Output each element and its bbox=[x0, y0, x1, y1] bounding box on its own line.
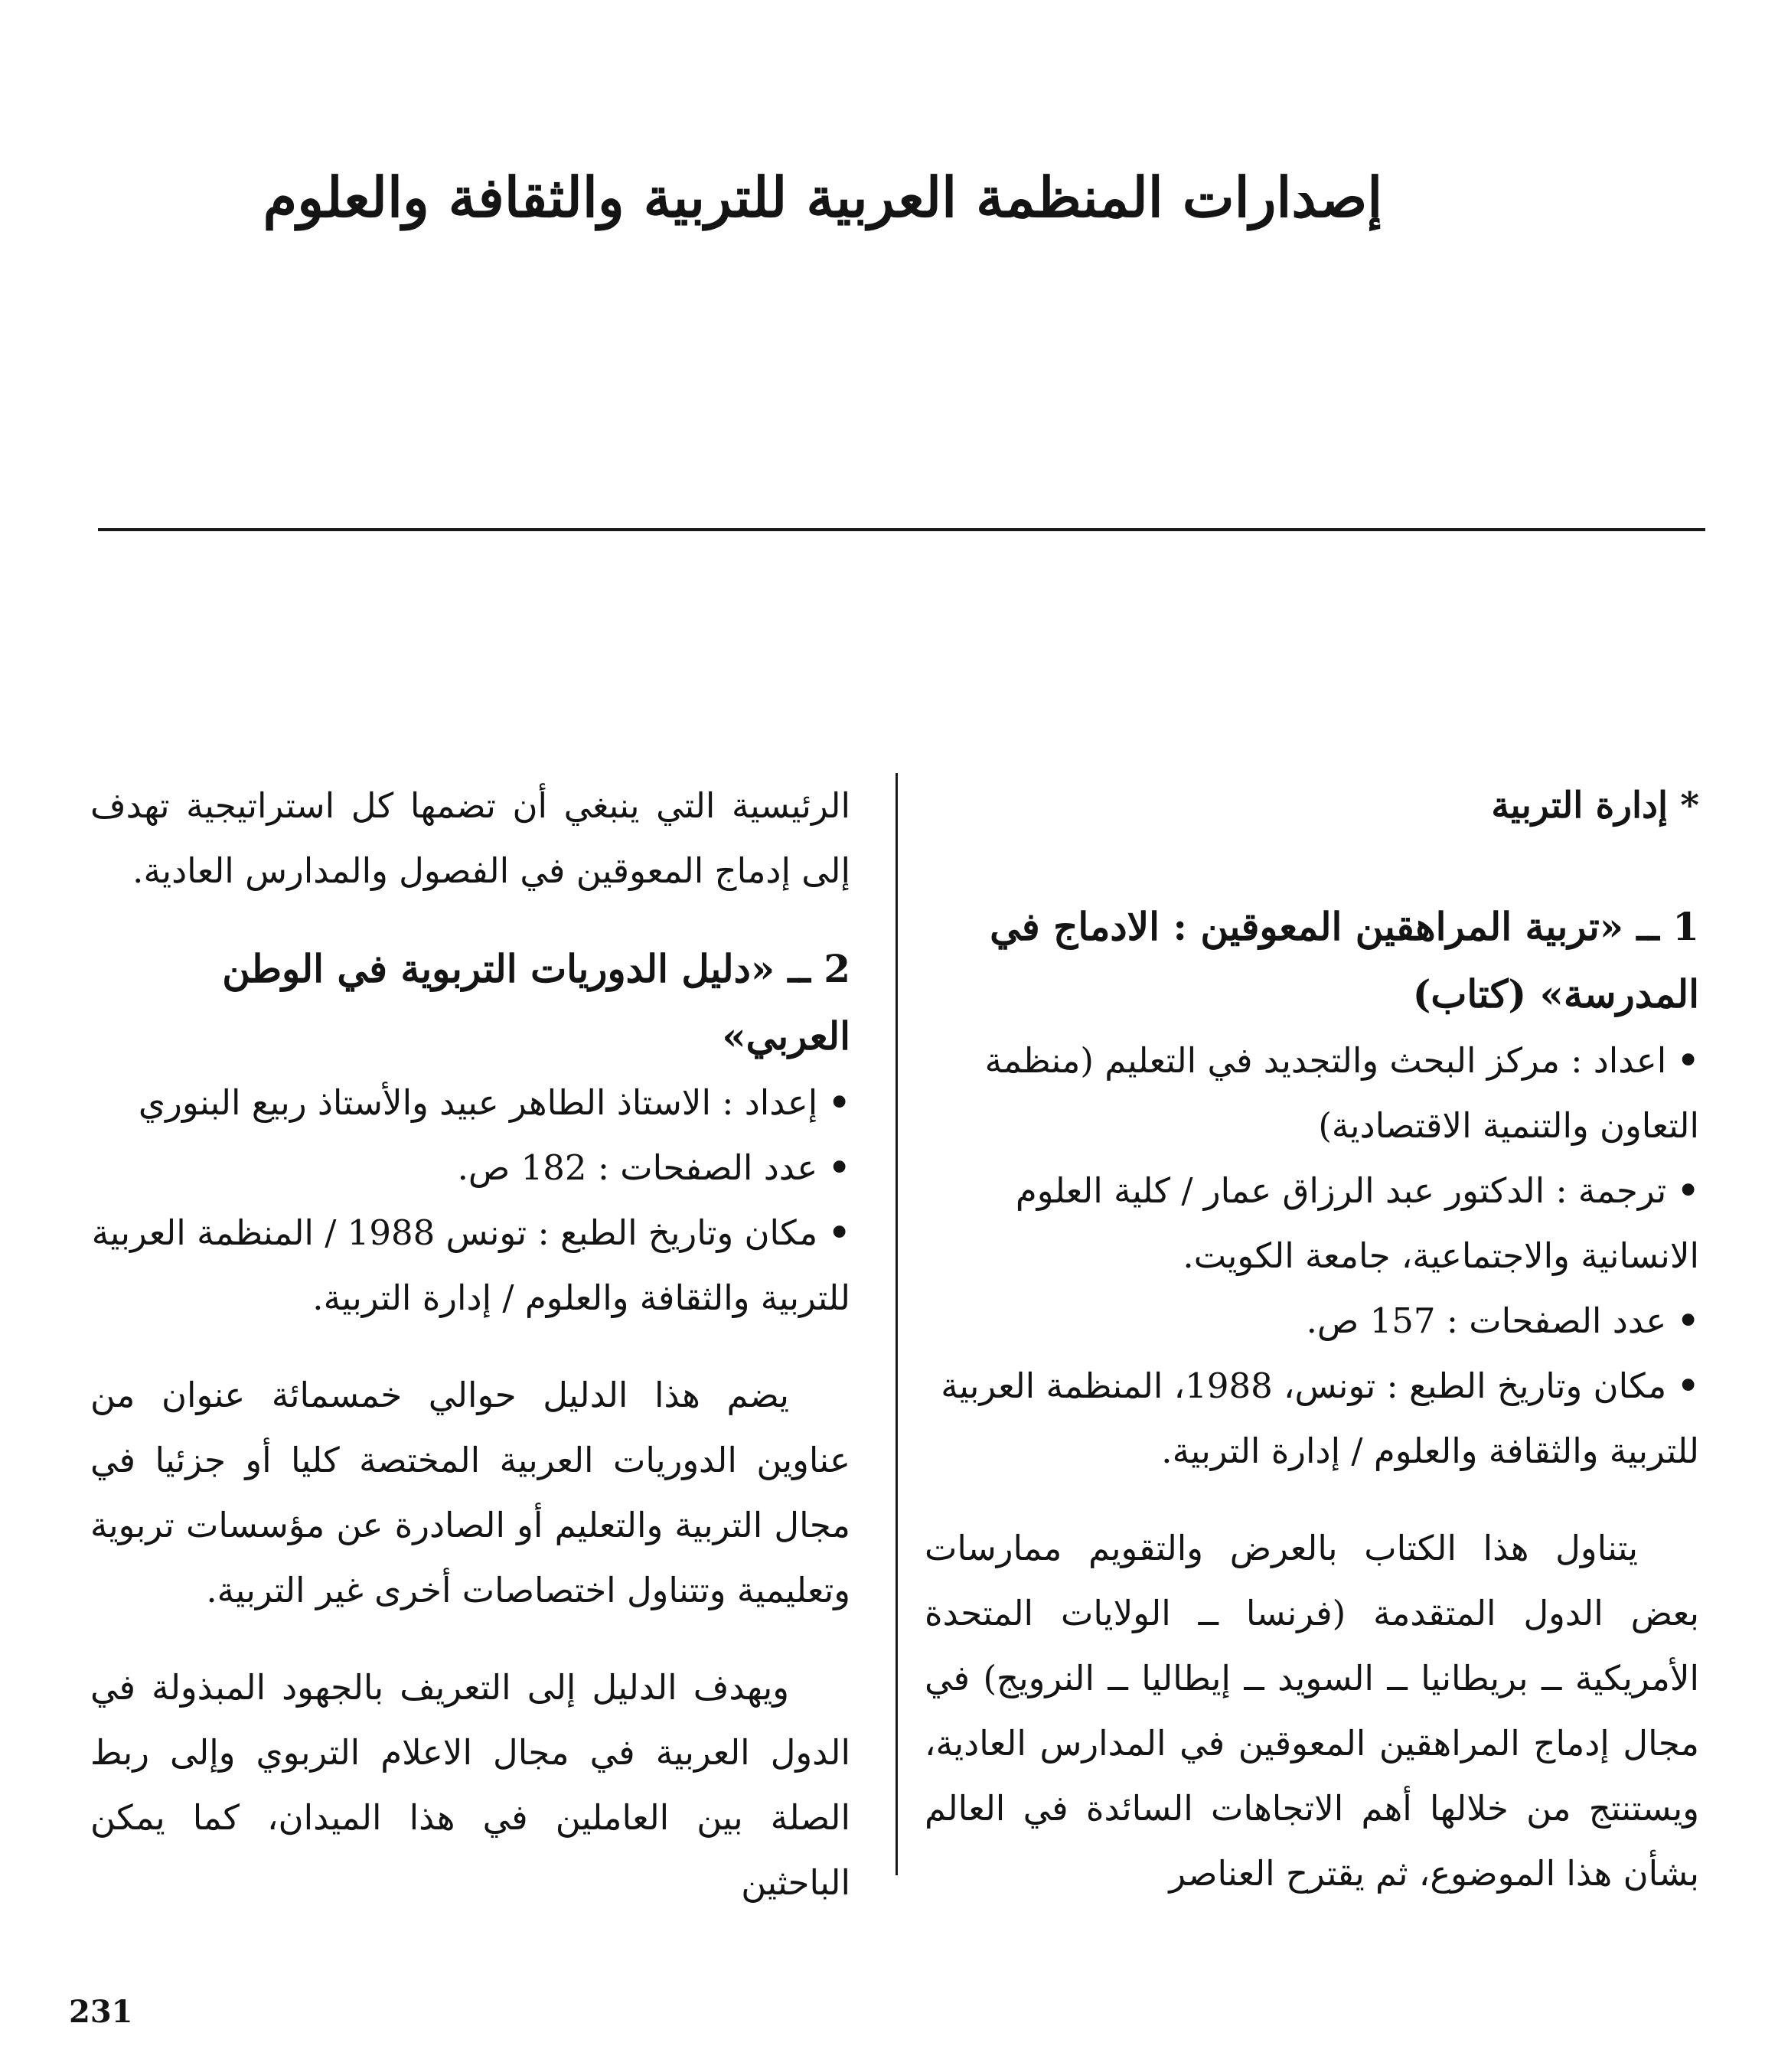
book1-details bbox=[925, 1028, 1699, 1483]
book1-summary: يتناول هذا الكتاب بالعرض والتقويم ممارسات بعض الدول المتقدمة (فرنسا ــ الولايات المتحدة الأمريكية ــ بريطانيا ــ السويد ــ إيطاليا ــ النرويج) في مجال إدماج المراهقين المعوقين في المدارس العادية، ويستنتج من خلالها أهم الاتجاهات السائدة في العالم بشأن هذا الموضوع، ثم يقترح العناصر bbox=[925, 1528, 1699, 1894]
page-number: 231 bbox=[69, 1994, 133, 2030]
horizontal-rule bbox=[98, 528, 1705, 531]
book2-detail-item: •مكان وتاريخ الطبع : تونس 1988 / المنظمة العربية للتربية والثقافة والعلوم / إدارة التربية. bbox=[91, 1212, 850, 1318]
book2-title: 2 ــ «دليل الدوريات التربوية في الوطن العربي» bbox=[222, 946, 850, 1059]
book1-detail-item: •مكان وتاريخ الطبع : تونس، 1988، المنظمة العربية للتربية والثقافة والعلوم / إدارة التربية. bbox=[941, 1366, 1699, 1471]
left-column bbox=[90, 773, 850, 1915]
right-column bbox=[925, 773, 1699, 1906]
book2-paragraph-1: يضم هذا الدليل حوالي خمسمائة عنوان من عناوين الدوريات العربية المختصة كليا أو جزئيا في مجال التربية والتعليم أو الصادرة عن مؤسسات تربوية وتعليمية وتتناول اختصاصات أخرى غير التربية. bbox=[90, 1375, 850, 1610]
book2-details bbox=[90, 1070, 850, 1330]
book2-paragraph-2: ويهدف الدليل إلى التعريف بالجهود المبذولة في الدول العربية في مجال الاعلام التربوي وإلى ربط الصلة بين العاملين في هذا الميدان، كما يمكن الباحثين bbox=[90, 1667, 850, 1903]
column-divider bbox=[896, 773, 898, 1875]
continued-paragraph: الرئيسية التي ينبغي أن تضمها كل استراتيجية تهدف إلى إدماج المعوقين في الفصول والمدارس العادية. bbox=[90, 785, 850, 891]
section-heading: * إدارة التربية bbox=[1491, 785, 1699, 827]
book1-detail-item: •ترجمة : الدكتور عبد الرزاق عمار / كلية العلوم الانسانية والاجتماعية، جامعة الكويت. bbox=[1015, 1170, 1699, 1276]
book1-title: 1 ــ «تربية المراهقين المعوقين : الادماج في المدرسة» (كتاب) bbox=[990, 904, 1699, 1016]
book1-detail-item: •اعداد : مركز البحث والتجديد في التعليم (منظمة التعاون والتنمية الاقتصادية) bbox=[984, 1040, 1699, 1146]
page-title: إصدارات المنظمة العربية للتربية والثقافة والعلوم bbox=[263, 165, 1383, 230]
book2-detail-item: •عدد الصفحات : 182 ص. bbox=[457, 1147, 850, 1188]
book2-detail-item: •إعداد : الاستاذ الطاهر عبيد والأستاذ ربيع البنوري bbox=[138, 1082, 850, 1123]
book1-detail-item: •عدد الصفحات : 157 ص. bbox=[1306, 1300, 1699, 1341]
